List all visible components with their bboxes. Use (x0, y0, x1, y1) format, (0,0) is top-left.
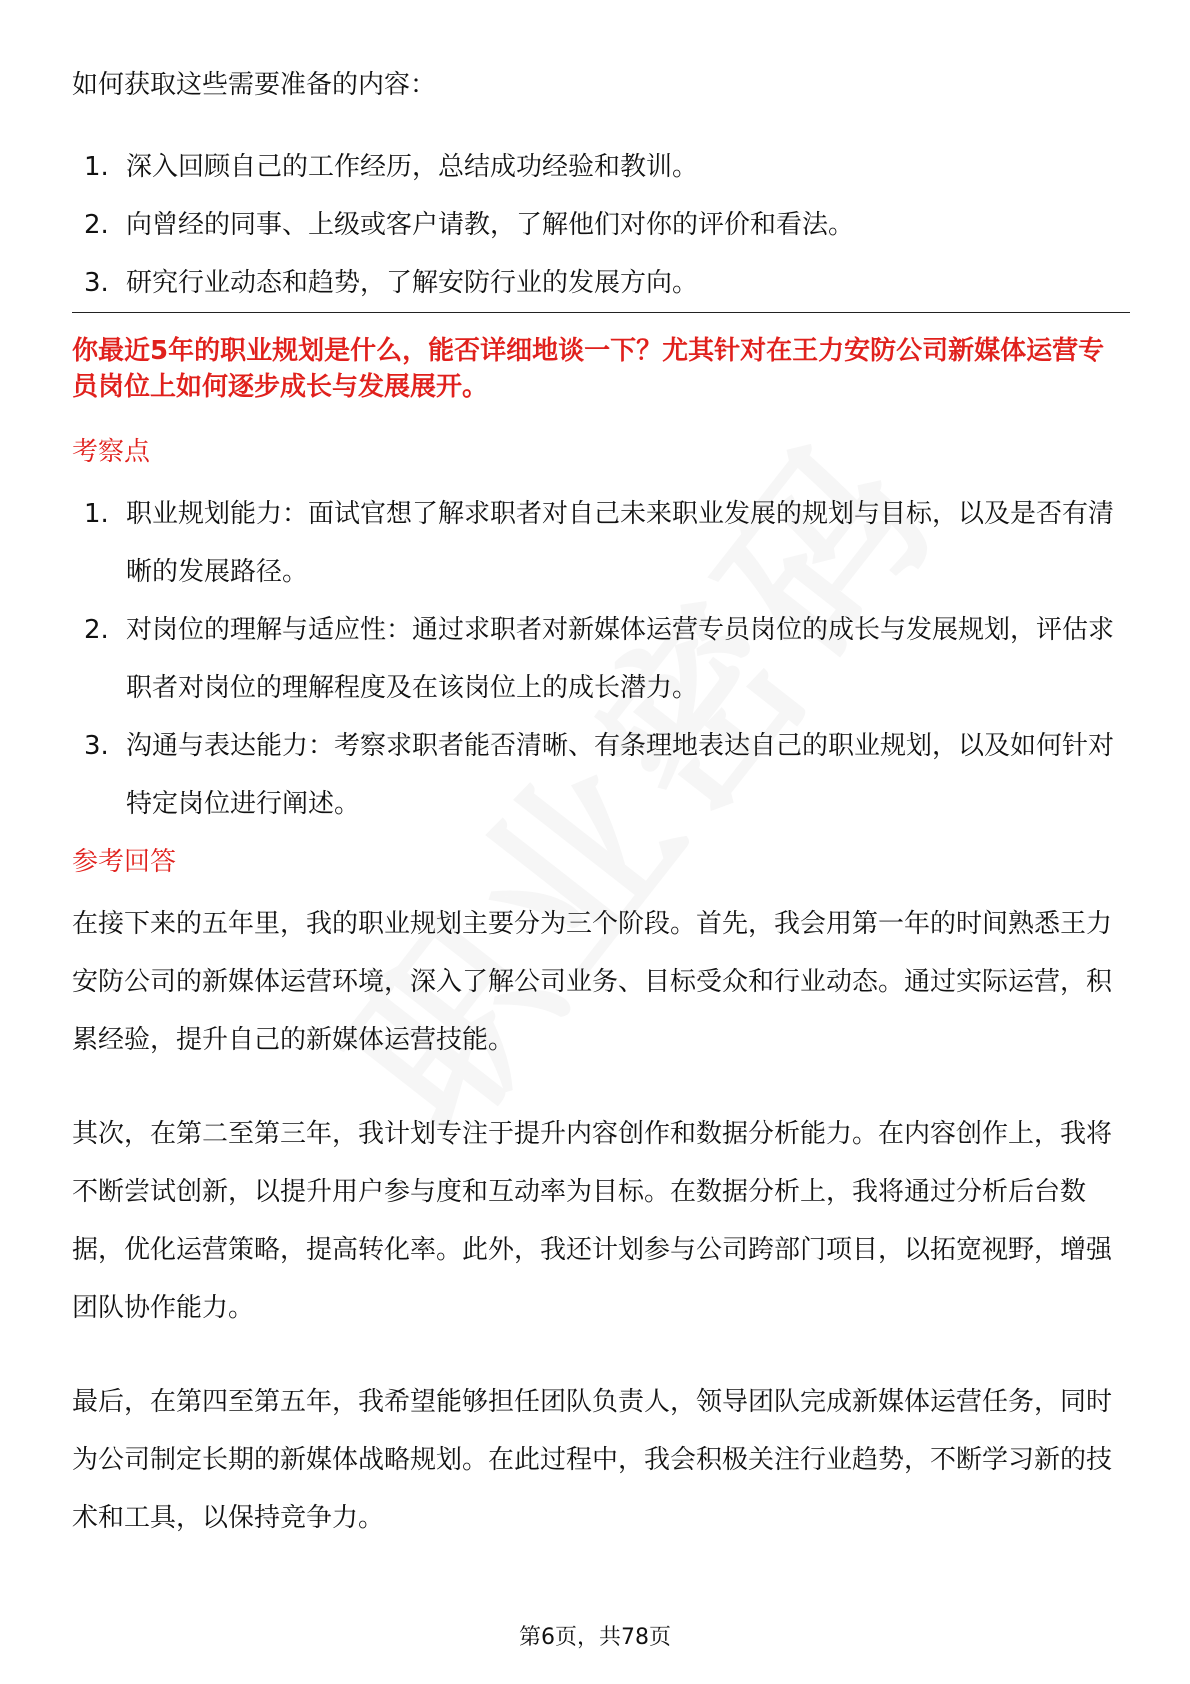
answer-heading: 参考回答 (72, 847, 177, 877)
list-text: 研究行业动态和趋势，了解安防行业的发展方向。 (126, 268, 699, 298)
assessment-list (72, 485, 1130, 833)
list-text: 向曾经的同事、上级或客户请教，了解他们对你的评价和看法。 (126, 210, 855, 240)
list-number: 1. (84, 499, 109, 529)
answer-paragraph: 在接下来的五年里，我的职业规划主要分为三个阶段。首先，我会用第一年的时间熟悉王力安防公司的新媒体运营环境，深入了解公司业务、目标受众和行业动态。通过实际运营，积累经验，提升自己的新媒体运营技能。 (72, 909, 1113, 1055)
list-text: 职业规划能力：面试官想了解求职者对自己未来职业发展的规划与目标，以及是否有清晰的发展路径。 (126, 499, 1115, 587)
answer-paragraph: 其次，在第二至第三年，我计划专注于提升内容创作和数据分析能力。在内容创作上，我将不断尝试创新，以提升用户参与度和互动率为目标。在数据分析上，我将通过分析后台数据，优化运营策略，提高转化率。此外，我还计划参与公司跨部门项目，以拓宽视野，增强团队协作能力。 (72, 1119, 1113, 1323)
list-item (72, 196, 1130, 254)
list-item (72, 601, 1130, 717)
page-content (72, 56, 1130, 1583)
list-item (72, 485, 1130, 601)
answer-paragraph: 最后，在第四至第五年，我希望能够担任团队负责人，领导团队完成新媒体运营任务，同时为公司制定长期的新媒体战略规划。在此过程中，我会积极关注行业趋势，不断学习新的技术和工具，以保持竞争力。 (72, 1387, 1113, 1533)
list-text: 深入回顾自己的工作经历，总结成功经验和教训。 (126, 152, 699, 182)
list-number: 1. (84, 152, 109, 182)
section-divider (72, 312, 1130, 313)
interview-question: 你最近5年的职业规划是什么，能否详细地谈一下？尤其针对在王力安防公司新媒体运营专员岗位上如何逐步成长与发展展开。 (72, 336, 1105, 402)
list-item (72, 138, 1130, 196)
prep-intro: 如何获取这些需要准备的内容： (72, 70, 437, 100)
assessment-heading: 考察点 (72, 437, 151, 467)
list-text: 沟通与表达能力：考察求职者能否清晰、有条理地表达自己的职业规划，以及如何针对特定岗位进行阐述。 (126, 731, 1115, 819)
reference-answer (72, 895, 1130, 1547)
list-number: 3. (84, 268, 109, 298)
page-footer: 第6页，共78页 (519, 1625, 671, 1650)
list-number: 2. (84, 615, 109, 645)
list-number: 2. (84, 210, 109, 240)
list-text: 对岗位的理解与适应性：通过求职者对新媒体运营专员岗位的成长与发展规划，评估求职者对岗位的理解程度及在该岗位上的成长潜力。 (126, 615, 1115, 703)
list-item (72, 717, 1130, 833)
prep-list (72, 138, 1130, 312)
list-item (72, 254, 1130, 312)
list-number: 3. (84, 731, 109, 761)
